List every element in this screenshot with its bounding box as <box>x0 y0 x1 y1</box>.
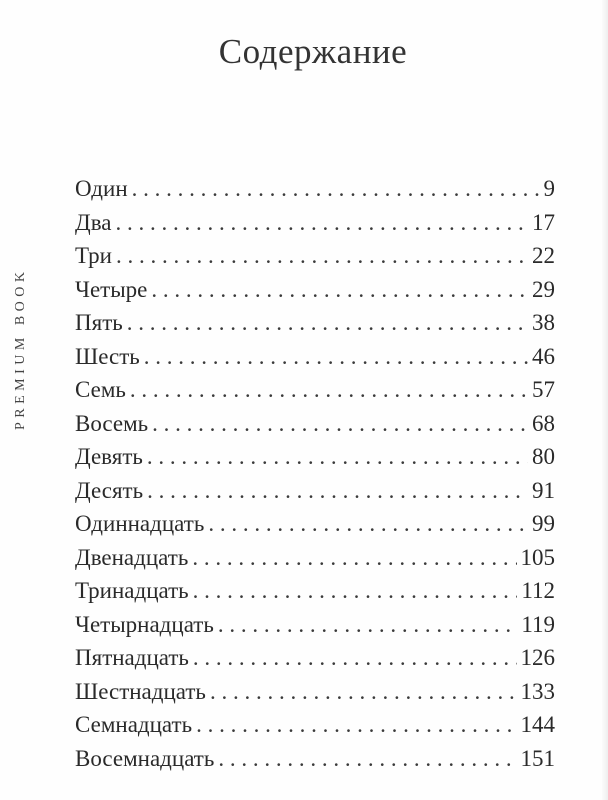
toc-dot-leader <box>210 679 517 705</box>
side-label: PREMIUM BOOK <box>13 267 28 430</box>
toc-dot-leader <box>196 712 516 738</box>
toc-entry[interactable] <box>75 277 555 311</box>
toc-entry-page-number: 112 <box>521 578 555 603</box>
toc-entry-page-number: 80 <box>532 444 555 469</box>
toc-entry-title: Десять <box>75 477 144 503</box>
toc-entry[interactable] <box>75 545 555 579</box>
toc-dot-leader <box>144 344 528 370</box>
toc-entry-title: Два <box>75 209 112 235</box>
toc-dot-leader <box>208 511 528 537</box>
toc-entry-title: Шесть <box>75 343 140 369</box>
toc-entry-title: Тринадцать <box>75 578 189 603</box>
toc-entry[interactable] <box>75 344 555 378</box>
toc-dot-leader <box>192 545 516 571</box>
toc-entry[interactable] <box>75 679 555 713</box>
toc-entry-title: Двенадцать <box>75 544 189 570</box>
toc-entry-title: Семь <box>75 377 126 402</box>
toc-dot-leader <box>151 277 528 303</box>
toc-entry-page-number: 151 <box>520 745 555 771</box>
toc-entry[interactable] <box>75 712 555 746</box>
toc-entry-title: Четыре <box>75 276 148 302</box>
toc-dot-leader <box>115 210 528 236</box>
toc-dot-leader <box>193 645 517 671</box>
toc-entry[interactable] <box>75 746 555 780</box>
toc-entry[interactable] <box>75 377 555 411</box>
toc-entry-title: Четырнадцать <box>75 611 214 637</box>
toc-entry-page-number: 68 <box>532 410 555 436</box>
toc-entry-page-number: 46 <box>532 343 555 369</box>
toc-entry-title: Одиннадцать <box>75 511 205 536</box>
toc-entry[interactable] <box>75 578 555 612</box>
toc-entry-page-number: 91 <box>532 477 555 503</box>
toc-entry[interactable] <box>75 243 555 277</box>
toc-dot-leader <box>127 310 528 336</box>
toc-entry-title: Восемнадцать <box>75 745 215 771</box>
toc-entry-title: Семнадцать <box>75 712 193 737</box>
toc-entry-title: Пять <box>75 310 123 335</box>
toc-dot-leader <box>147 444 528 470</box>
toc-entry-page-number: 9 <box>543 176 555 201</box>
toc-entry-page-number: 119 <box>521 611 555 637</box>
table-of-contents <box>75 176 555 779</box>
toc-entry-page-number: 126 <box>520 645 555 670</box>
toc-entry[interactable] <box>75 511 555 545</box>
toc-dot-leader <box>152 411 528 437</box>
toc-entry-title: Три <box>75 243 112 268</box>
toc-entry-title: Восемь <box>75 410 149 436</box>
toc-entry-page-number: 22 <box>532 243 555 268</box>
toc-entry-title: Девять <box>75 444 143 469</box>
toc-entry[interactable] <box>75 612 555 646</box>
toc-dot-leader <box>147 478 528 504</box>
toc-entry-page-number: 99 <box>532 511 555 536</box>
toc-dot-leader <box>116 243 528 269</box>
toc-entry-page-number: 144 <box>520 712 555 737</box>
toc-dot-leader <box>193 578 518 604</box>
toc-entry-title: Пятнадцать <box>75 645 189 670</box>
toc-entry-page-number: 57 <box>532 377 555 402</box>
toc-dot-leader <box>132 176 540 202</box>
toc-dot-leader <box>218 612 518 638</box>
toc-entry-page-number: 105 <box>520 544 555 570</box>
page-title: Содержание <box>218 32 408 71</box>
toc-entry[interactable] <box>75 176 555 210</box>
toc-entry-page-number: 29 <box>532 276 555 302</box>
page-edge-shadow <box>602 0 608 800</box>
toc-entry[interactable] <box>75 210 555 244</box>
toc-entry[interactable] <box>75 645 555 679</box>
toc-entry[interactable] <box>75 478 555 512</box>
toc-entry[interactable] <box>75 310 555 344</box>
toc-entry-title: Шестнадцать <box>75 678 206 704</box>
toc-entry-page-number: 133 <box>520 678 555 704</box>
toc-dot-leader <box>130 377 528 403</box>
toc-dot-leader <box>218 746 516 772</box>
toc-entry[interactable] <box>75 444 555 478</box>
toc-entry-page-number: 38 <box>532 310 555 335</box>
toc-entry[interactable] <box>75 411 555 445</box>
toc-entry-title: Один <box>75 176 128 201</box>
toc-entry-page-number: 17 <box>532 209 555 235</box>
